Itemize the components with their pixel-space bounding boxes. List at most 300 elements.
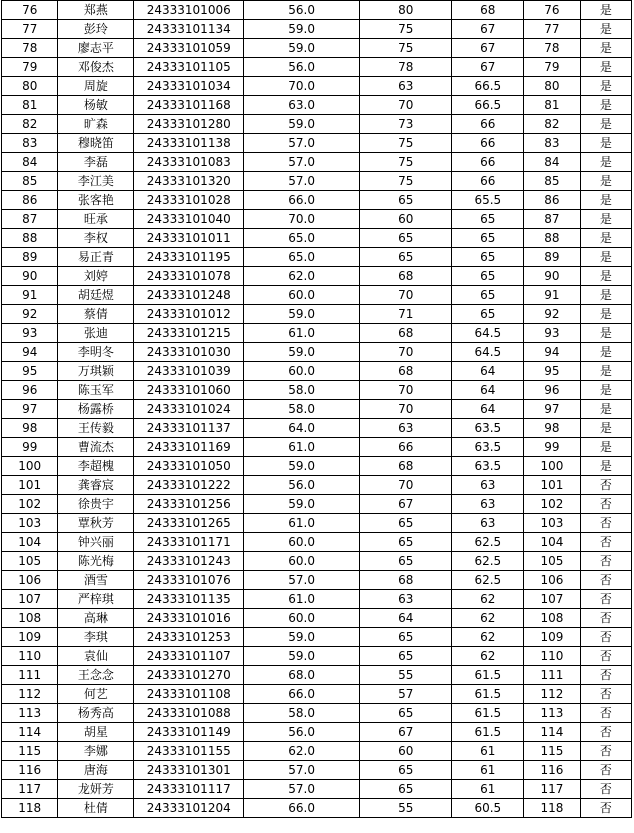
cell-qualified: 是	[580, 210, 631, 229]
cell-name: 李超槐	[58, 457, 134, 476]
cell-written-score: 65.0	[244, 229, 360, 248]
cell-total-score: 65	[452, 248, 524, 267]
cell-interview-score: 65	[360, 704, 452, 723]
cell-total-score: 62.5	[452, 533, 524, 552]
cell-qualified: 是	[580, 58, 631, 77]
table-row	[2, 590, 632, 609]
cell-written-score: 68.0	[244, 666, 360, 685]
cell-interview-score: 68	[360, 571, 452, 590]
cell-name: 邓俊杰	[58, 58, 134, 77]
cell-rank: 94	[2, 343, 58, 362]
cell-qualified: 否	[580, 476, 631, 495]
cell-written-score: 56.0	[244, 723, 360, 742]
cell-overall-rank: 102	[524, 495, 580, 514]
cell-qualified: 是	[580, 153, 631, 172]
cell-rank: 96	[2, 381, 58, 400]
cell-total-score: 63.5	[452, 438, 524, 457]
cell-total-score: 62.5	[452, 552, 524, 571]
cell-overall-rank: 85	[524, 172, 580, 191]
cell-written-score: 59.0	[244, 39, 360, 58]
cell-qualified: 否	[580, 761, 631, 780]
cell-name: 陈玉军	[58, 381, 134, 400]
cell-written-score: 57.0	[244, 761, 360, 780]
cell-qualified: 否	[580, 609, 631, 628]
cell-exam-id: 24333101107	[134, 647, 244, 666]
cell-interview-score: 70	[360, 381, 452, 400]
cell-written-score: 59.0	[244, 647, 360, 666]
cell-name: 王念念	[58, 666, 134, 685]
table-row	[2, 514, 632, 533]
cell-interview-score: 65	[360, 552, 452, 571]
cell-interview-score: 73	[360, 115, 452, 134]
cell-exam-id: 24333101012	[134, 305, 244, 324]
cell-rank: 82	[2, 115, 58, 134]
table-row	[2, 742, 632, 761]
cell-total-score: 66	[452, 134, 524, 153]
cell-exam-id: 24333101039	[134, 362, 244, 381]
cell-exam-id: 24333101060	[134, 381, 244, 400]
cell-interview-score: 75	[360, 39, 452, 58]
cell-rank: 113	[2, 704, 58, 723]
cell-total-score: 64.5	[452, 343, 524, 362]
cell-rank: 86	[2, 191, 58, 210]
cell-written-score: 59.0	[244, 20, 360, 39]
cell-written-score: 65.0	[244, 248, 360, 267]
table-row	[2, 780, 632, 799]
table-row	[2, 438, 632, 457]
cell-overall-rank: 106	[524, 571, 580, 590]
table-row	[2, 172, 632, 191]
cell-rank: 92	[2, 305, 58, 324]
cell-name: 龙妍芳	[58, 780, 134, 799]
cell-written-score: 57.0	[244, 780, 360, 799]
cell-rank: 114	[2, 723, 58, 742]
cell-name: 钟兴丽	[58, 533, 134, 552]
cell-total-score: 61.5	[452, 723, 524, 742]
cell-total-score: 61.5	[452, 666, 524, 685]
cell-overall-rank: 99	[524, 438, 580, 457]
table-row	[2, 77, 632, 96]
cell-qualified: 是	[580, 229, 631, 248]
cell-name: 旷森	[58, 115, 134, 134]
cell-name: 万琪颖	[58, 362, 134, 381]
cell-written-score: 60.0	[244, 362, 360, 381]
cell-total-score: 62	[452, 628, 524, 647]
cell-name: 杨敏	[58, 96, 134, 115]
cell-qualified: 否	[580, 723, 631, 742]
cell-name: 刘婷	[58, 267, 134, 286]
cell-name: 杨秀高	[58, 704, 134, 723]
cell-exam-id: 24333101280	[134, 115, 244, 134]
table-row	[2, 96, 632, 115]
cell-exam-id: 24333101134	[134, 20, 244, 39]
table-row	[2, 191, 632, 210]
cell-exam-id: 24333101135	[134, 590, 244, 609]
cell-written-score: 66.0	[244, 685, 360, 704]
cell-written-score: 59.0	[244, 628, 360, 647]
cell-overall-rank: 81	[524, 96, 580, 115]
table-row	[2, 609, 632, 628]
cell-interview-score: 63	[360, 77, 452, 96]
table-row	[2, 267, 632, 286]
cell-qualified: 是	[580, 362, 631, 381]
cell-name: 唐海	[58, 761, 134, 780]
cell-qualified: 否	[580, 533, 631, 552]
cell-total-score: 61.5	[452, 685, 524, 704]
cell-written-score: 57.0	[244, 153, 360, 172]
cell-overall-rank: 86	[524, 191, 580, 210]
table-row	[2, 39, 632, 58]
table-row	[2, 647, 632, 666]
cell-exam-id: 24333101256	[134, 495, 244, 514]
cell-total-score: 64.5	[452, 324, 524, 343]
cell-written-score: 56.0	[244, 1, 360, 20]
table-row	[2, 248, 632, 267]
cell-name: 穆晓笛	[58, 134, 134, 153]
cell-qualified: 否	[580, 495, 631, 514]
cell-overall-rank: 110	[524, 647, 580, 666]
cell-exam-id: 24333101076	[134, 571, 244, 590]
cell-rank: 118	[2, 799, 58, 818]
cell-overall-rank: 116	[524, 761, 580, 780]
cell-overall-rank: 78	[524, 39, 580, 58]
cell-overall-rank: 89	[524, 248, 580, 267]
cell-interview-score: 67	[360, 723, 452, 742]
cell-written-score: 57.0	[244, 571, 360, 590]
cell-rank: 102	[2, 495, 58, 514]
cell-exam-id: 24333101050	[134, 457, 244, 476]
cell-rank: 111	[2, 666, 58, 685]
cell-exam-id: 24333101320	[134, 172, 244, 191]
cell-rank: 106	[2, 571, 58, 590]
cell-rank: 104	[2, 533, 58, 552]
cell-overall-rank: 82	[524, 115, 580, 134]
cell-overall-rank: 88	[524, 229, 580, 248]
cell-interview-score: 65	[360, 780, 452, 799]
cell-rank: 77	[2, 20, 58, 39]
cell-rank: 112	[2, 685, 58, 704]
cell-written-score: 59.0	[244, 305, 360, 324]
cell-total-score: 64	[452, 381, 524, 400]
cell-rank: 97	[2, 400, 58, 419]
cell-exam-id: 24333101030	[134, 343, 244, 362]
cell-overall-rank: 101	[524, 476, 580, 495]
cell-exam-id: 24333101016	[134, 609, 244, 628]
cell-written-score: 61.0	[244, 514, 360, 533]
cell-written-score: 60.0	[244, 286, 360, 305]
cell-written-score: 59.0	[244, 495, 360, 514]
table-row	[2, 723, 632, 742]
table-row	[2, 1, 632, 20]
cell-interview-score: 55	[360, 666, 452, 685]
cell-rank: 80	[2, 77, 58, 96]
cell-name: 胡廷煜	[58, 286, 134, 305]
cell-total-score: 66	[452, 153, 524, 172]
cell-qualified: 是	[580, 191, 631, 210]
cell-rank: 103	[2, 514, 58, 533]
cell-interview-score: 63	[360, 590, 452, 609]
cell-qualified: 是	[580, 134, 631, 153]
cell-name: 李娜	[58, 742, 134, 761]
cell-exam-id: 24333101083	[134, 153, 244, 172]
cell-total-score: 61	[452, 761, 524, 780]
cell-exam-id: 24333101137	[134, 419, 244, 438]
table-row	[2, 666, 632, 685]
table-row	[2, 761, 632, 780]
cell-total-score: 65	[452, 305, 524, 324]
cell-exam-id: 24333101253	[134, 628, 244, 647]
cell-total-score: 65	[452, 286, 524, 305]
cell-exam-id: 24333101105	[134, 58, 244, 77]
cell-interview-score: 65	[360, 229, 452, 248]
cell-qualified: 是	[580, 419, 631, 438]
cell-interview-score: 66	[360, 438, 452, 457]
cell-exam-id: 24333101169	[134, 438, 244, 457]
cell-written-score: 60.0	[244, 552, 360, 571]
cell-overall-rank: 107	[524, 590, 580, 609]
cell-overall-rank: 98	[524, 419, 580, 438]
cell-exam-id: 24333101138	[134, 134, 244, 153]
cell-name: 李磊	[58, 153, 134, 172]
table-row	[2, 552, 632, 571]
cell-overall-rank: 83	[524, 134, 580, 153]
table-row	[2, 799, 632, 818]
cell-interview-score: 55	[360, 799, 452, 818]
cell-rank: 85	[2, 172, 58, 191]
cell-exam-id: 24333101171	[134, 533, 244, 552]
cell-total-score: 62	[452, 609, 524, 628]
cell-written-score: 58.0	[244, 400, 360, 419]
cell-overall-rank: 84	[524, 153, 580, 172]
cell-total-score: 66	[452, 172, 524, 191]
cell-total-score: 63.5	[452, 419, 524, 438]
cell-written-score: 56.0	[244, 58, 360, 77]
cell-interview-score: 65	[360, 628, 452, 647]
table-row	[2, 704, 632, 723]
cell-overall-rank: 113	[524, 704, 580, 723]
cell-exam-id: 24333101149	[134, 723, 244, 742]
cell-interview-score: 70	[360, 476, 452, 495]
cell-rank: 90	[2, 267, 58, 286]
cell-rank: 109	[2, 628, 58, 647]
cell-overall-rank: 97	[524, 400, 580, 419]
cell-name: 徐贵宇	[58, 495, 134, 514]
cell-written-score: 61.0	[244, 438, 360, 457]
cell-written-score: 59.0	[244, 115, 360, 134]
table-row	[2, 495, 632, 514]
cell-written-score: 62.0	[244, 267, 360, 286]
cell-name: 严梓琪	[58, 590, 134, 609]
cell-overall-rank: 112	[524, 685, 580, 704]
table-row	[2, 685, 632, 704]
cell-total-score: 67	[452, 58, 524, 77]
cell-exam-id: 24333101301	[134, 761, 244, 780]
cell-exam-id: 24333101117	[134, 780, 244, 799]
cell-exam-id: 24333101265	[134, 514, 244, 533]
cell-total-score: 66	[452, 115, 524, 134]
cell-written-score: 57.0	[244, 172, 360, 191]
cell-written-score: 61.0	[244, 324, 360, 343]
cell-name: 胡星	[58, 723, 134, 742]
cell-overall-rank: 104	[524, 533, 580, 552]
cell-interview-score: 68	[360, 267, 452, 286]
cell-written-score: 63.0	[244, 96, 360, 115]
cell-rank: 99	[2, 438, 58, 457]
cell-rank: 84	[2, 153, 58, 172]
cell-total-score: 65.5	[452, 191, 524, 210]
cell-name: 李琪	[58, 628, 134, 647]
cell-exam-id: 24333101078	[134, 267, 244, 286]
cell-name: 酒雪	[58, 571, 134, 590]
cell-name: 袁仙	[58, 647, 134, 666]
cell-qualified: 是	[580, 248, 631, 267]
cell-qualified: 否	[580, 514, 631, 533]
cell-overall-rank: 108	[524, 609, 580, 628]
cell-interview-score: 75	[360, 20, 452, 39]
cell-exam-id: 24333101108	[134, 685, 244, 704]
table-row	[2, 134, 632, 153]
cell-total-score: 62	[452, 647, 524, 666]
cell-qualified: 是	[580, 96, 631, 115]
cell-name: 杨露桥	[58, 400, 134, 419]
cell-qualified: 否	[580, 704, 631, 723]
cell-name: 李权	[58, 229, 134, 248]
cell-rank: 88	[2, 229, 58, 248]
cell-name: 高琳	[58, 609, 134, 628]
cell-qualified: 是	[580, 286, 631, 305]
cell-exam-id: 24333101034	[134, 77, 244, 96]
cell-rank: 101	[2, 476, 58, 495]
cell-overall-rank: 100	[524, 457, 580, 476]
cell-interview-score: 65	[360, 761, 452, 780]
cell-name: 张迪	[58, 324, 134, 343]
cell-qualified: 否	[580, 799, 631, 818]
cell-exam-id: 24333101155	[134, 742, 244, 761]
cell-overall-rank: 94	[524, 343, 580, 362]
cell-exam-id: 24333101006	[134, 1, 244, 20]
table-row	[2, 343, 632, 362]
cell-exam-id: 24333101243	[134, 552, 244, 571]
cell-qualified: 是	[580, 39, 631, 58]
cell-written-score: 62.0	[244, 742, 360, 761]
cell-rank: 107	[2, 590, 58, 609]
cell-exam-id: 24333101215	[134, 324, 244, 343]
cell-rank: 93	[2, 324, 58, 343]
cell-qualified: 否	[580, 628, 631, 647]
cell-overall-rank: 105	[524, 552, 580, 571]
cell-written-score: 70.0	[244, 77, 360, 96]
cell-interview-score: 70	[360, 286, 452, 305]
cell-exam-id: 24333101168	[134, 96, 244, 115]
cell-name: 李明冬	[58, 343, 134, 362]
cell-total-score: 61	[452, 780, 524, 799]
cell-interview-score: 57	[360, 685, 452, 704]
cell-rank: 79	[2, 58, 58, 77]
cell-exam-id: 24333101222	[134, 476, 244, 495]
cell-total-score: 66.5	[452, 96, 524, 115]
cell-name: 杜倩	[58, 799, 134, 818]
cell-qualified: 是	[580, 343, 631, 362]
cell-written-score: 66.0	[244, 799, 360, 818]
cell-qualified: 否	[580, 742, 631, 761]
cell-interview-score: 75	[360, 172, 452, 191]
cell-name: 易正青	[58, 248, 134, 267]
cell-exam-id: 24333101248	[134, 286, 244, 305]
cell-total-score: 61.5	[452, 704, 524, 723]
cell-name: 李江美	[58, 172, 134, 191]
cell-written-score: 64.0	[244, 419, 360, 438]
cell-written-score: 58.0	[244, 381, 360, 400]
cell-rank: 78	[2, 39, 58, 58]
cell-interview-score: 70	[360, 343, 452, 362]
cell-overall-rank: 77	[524, 20, 580, 39]
cell-name: 陈光梅	[58, 552, 134, 571]
cell-interview-score: 65	[360, 514, 452, 533]
cell-overall-rank: 80	[524, 77, 580, 96]
cell-name: 何艺	[58, 685, 134, 704]
cell-interview-score: 80	[360, 1, 452, 20]
cell-overall-rank: 117	[524, 780, 580, 799]
cell-name: 周旋	[58, 77, 134, 96]
table-row	[2, 324, 632, 343]
cell-interview-score: 65	[360, 647, 452, 666]
cell-total-score: 61	[452, 742, 524, 761]
cell-overall-rank: 114	[524, 723, 580, 742]
cell-qualified: 是	[580, 457, 631, 476]
cell-rank: 98	[2, 419, 58, 438]
cell-exam-id: 24333101011	[134, 229, 244, 248]
cell-qualified: 是	[580, 305, 631, 324]
cell-name: 郑燕	[58, 1, 134, 20]
cell-qualified: 是	[580, 20, 631, 39]
cell-exam-id: 24333101028	[134, 191, 244, 210]
cell-overall-rank: 79	[524, 58, 580, 77]
cell-interview-score: 68	[360, 457, 452, 476]
cell-interview-score: 78	[360, 58, 452, 77]
cell-total-score: 62.5	[452, 571, 524, 590]
cell-written-score: 57.0	[244, 134, 360, 153]
cell-qualified: 是	[580, 400, 631, 419]
cell-overall-rank: 93	[524, 324, 580, 343]
cell-overall-rank: 92	[524, 305, 580, 324]
cell-total-score: 67	[452, 20, 524, 39]
cell-qualified: 否	[580, 685, 631, 704]
cell-written-score: 59.0	[244, 457, 360, 476]
cell-rank: 108	[2, 609, 58, 628]
cell-total-score: 68	[452, 1, 524, 20]
table-row	[2, 381, 632, 400]
cell-name: 彭玲	[58, 20, 134, 39]
cell-exam-id: 24333101204	[134, 799, 244, 818]
cell-overall-rank: 76	[524, 1, 580, 20]
cell-interview-score: 68	[360, 324, 452, 343]
table-row	[2, 533, 632, 552]
cell-interview-score: 75	[360, 153, 452, 172]
cell-qualified: 是	[580, 77, 631, 96]
cell-total-score: 63	[452, 476, 524, 495]
cell-written-score: 70.0	[244, 210, 360, 229]
cell-overall-rank: 90	[524, 267, 580, 286]
table-row	[2, 419, 632, 438]
cell-interview-score: 68	[360, 362, 452, 381]
table-row	[2, 58, 632, 77]
table-row	[2, 305, 632, 324]
table-row	[2, 210, 632, 229]
cell-rank: 110	[2, 647, 58, 666]
cell-exam-id: 24333101088	[134, 704, 244, 723]
cell-total-score: 63.5	[452, 457, 524, 476]
table-row	[2, 400, 632, 419]
